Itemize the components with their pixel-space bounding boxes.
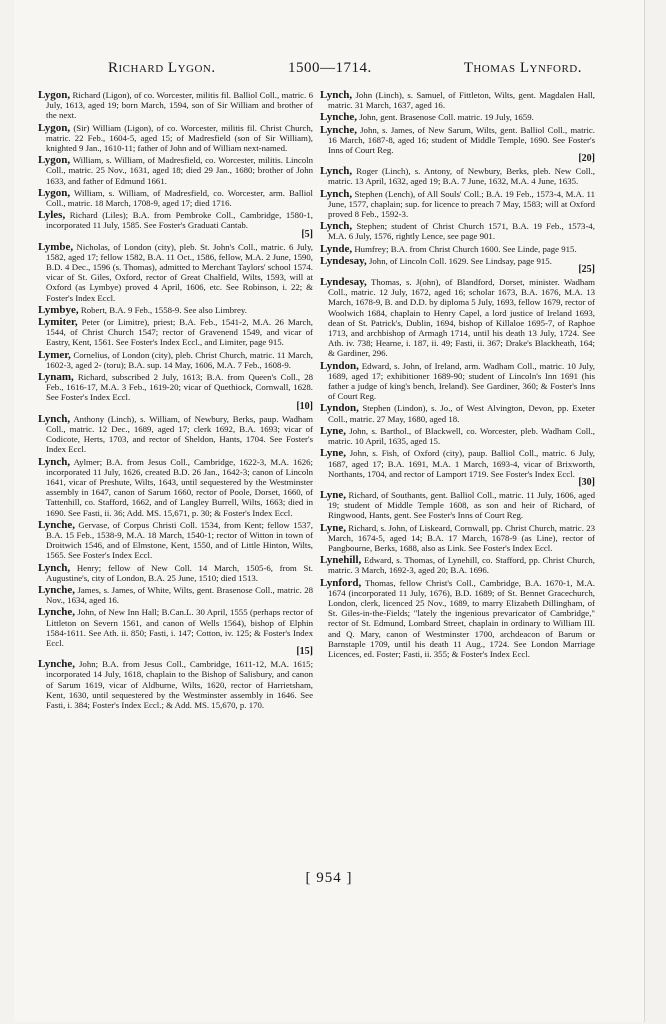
entry-surname: Lynche, — [320, 123, 357, 136]
entry-text: Anthony (Linch), s. William, of Newbury, Berks, paup. Wadham Coll., matric. 12 Dec., 1689, aged 17; clerk 1692, B.A. 1693; vicar of Codicote, Herts, 1703, and rector of Sheldon, Hants, 1704. See Foster's Index Eccl. — [46, 413, 313, 455]
line-number-marker: [5] — [301, 228, 313, 240]
entry-surname: Lyndon, — [320, 402, 359, 415]
book-page — [14, 0, 645, 1022]
entry-text: William, s. William, of Madresfield, co. Worcester, militis. Lincoln Coll., matric. 25 Nov., 1631, aged 18; died 29 Jan., 1680; brother of John 1633, and father of Edmund 1661. — [46, 155, 313, 186]
entry-surname: Lynche, — [38, 518, 75, 531]
entry-surname: Lynche, — [38, 658, 75, 671]
register-entry — [38, 305, 313, 315]
register-entry — [38, 563, 313, 583]
left-column — [38, 90, 313, 890]
entry-surname: Lynch, — [320, 187, 353, 200]
entry-text: John, s. Fish, of Oxford (city), paup. Balliol Coll., matric. 6 July, 1687, aged 17; B.A. 1691, M.A. 1 March, 1693-4, vicar of Brixworth, Northants, 1704, and rector of Lamport 1719. See Foster's Index Eccl. — [328, 448, 595, 479]
register-entry — [320, 448, 595, 488]
register-entry — [320, 578, 595, 660]
entry-text: Roger (Linch), s. Antony, of Newbury, Berks, pleb. New Coll., matric. 13 April, 1632, aged 19; B.A. 7 June, 1632, M.A. 4 June, 1635. — [328, 166, 595, 187]
entry-surname: Lyne, — [320, 521, 346, 534]
register-entry — [38, 90, 313, 121]
entry-surname: Lyndesay, — [320, 254, 367, 267]
entry-text: Henry; fellow of New Coll. 14 March, 1505-6, from St. Augustine's, city of London, B.A. 25 June, 1510; died 1513. — [46, 562, 313, 583]
register-entry — [320, 189, 595, 220]
entry-surname: Lynch, — [38, 455, 71, 468]
entry-text: Edward, s. John, of Ireland, arm. Wadham Coll., matric. 10 July, 1689, aged 17; exhibitioner 1689-90; student of Lincoln's Inn 1691 (his father a judge of king's bench, Ireland). See Gardiner, 360; & Foster's Inns of Court Reg. — [328, 360, 595, 402]
register-entry — [320, 166, 595, 186]
register-entry — [320, 112, 595, 122]
register-entry — [38, 414, 313, 455]
register-entry — [320, 256, 595, 275]
entry-text: Richard, of Southants, gent. Balliol Coll., matric. 11 July, 1606, aged 19; student of Middle Temple 1608, as son and heir of Richard, of Ringwood, Hants, gent. See Foster's Inns of Court Reg. — [328, 489, 595, 521]
entry-text: John; B.A. from Jesus Coll., Cambridge, 1611-12, M.A. 1615; incorporated 14 July, 1618, chaplain to the Bishop of Salisbury, and canon of Sarum 1619, vicar of Aldburne, Wilts, 1620, rector of Harrietsham, Kent, 1630, until sequestered by the Westminster assembly in 1646. See Fasti, i. 384; Foster's Index Eccl.; & Add. MS. 15,670, p. 170. — [46, 659, 313, 710]
register-entry — [38, 155, 313, 186]
entry-text: John, of Lincoln Coll. 1629. See Lindsay, page 915. — [368, 255, 552, 266]
header-left: Richard Lygon. — [108, 60, 216, 76]
entry-surname: Lymiter, — [38, 316, 78, 329]
entry-text: Richard, s. John, of Liskeard, Cornwall, pp. Christ Church, matric. 23 March, 1674-5, aged 14; B.A. 17 March, 1678-9 (as Line), rector of Pangbourne, Berks, 1688, also as Link. See Foster's Index Eccl. — [328, 522, 595, 553]
entry-text: Stephen; student of Christ Church 1571, B.A. 19 Feb., 1573-4, M.A. 6 July, 1576, rightly Lence, see page 901. — [328, 221, 595, 242]
entry-surname: Lynch, — [38, 561, 71, 574]
entry-text: William, s. William, of Madresfield, co. Worcester, arm. Balliol Coll., matric. 18 March, 1708-9, aged 17; died 1716. — [46, 187, 313, 209]
entry-text: John (Linch), s. Samuel, of Fittleton, Wilts, gent. Magdalen Hall, matric. 31 March, 1637, aged 16. — [328, 90, 595, 111]
entry-surname: Lygon, — [38, 121, 71, 134]
header-date-range: 1500—1714. — [288, 60, 372, 76]
register-entry — [38, 242, 313, 303]
register-entry — [38, 520, 313, 561]
register-entry — [320, 555, 595, 575]
entry-text: Cornelius, of London (city), pleb. Christ Church, matric. 11 March, 1602-3, aged 2- (toru); B.A. sup. 14 May, 1606, M.A. 7 Feb., 1608-9. — [46, 349, 313, 370]
register-entry — [38, 457, 313, 518]
entry-surname: Lynche, — [38, 606, 75, 619]
entry-surname: Lyne, — [320, 424, 346, 437]
entry-text: Aylmer; B.A. from Jesus Coll., Cambridge, 1622-3, M.A. 1626; incorporated 11 July, 1626, created B.D. 26 Jan., 1642-3; canon of Lincoln 1641, vicar of Preshute, Wilts, 1643, until sequestered by the Westminster assembly in 1647, canon of Sarum 1660, rector of Poole, Dorset, 1660, of Tattenhill, co. Stafford, 1662, and of Langley Burrell, Wilts, 1663; died in 1690. See Fasti, ii. 36; Add. MS. 15,671, p. 30; & Foster's Index Eccl. — [46, 456, 313, 518]
entry-text: Robert, B.A. 9 Feb., 1558-9. See also Limbrey. — [80, 304, 247, 315]
register-entry — [320, 244, 595, 254]
entry-surname: Lygon, — [38, 186, 71, 199]
entry-text: Thomas, fellow Christ's Coll., Cambridge, B.A. 1670-1, M.A. 1674 (incorporated 11 July, 1676), B.D. 1689; of St. Bennet Gracechurch, London, clerk, licenced 25 Nov., 1689, to marry Elizabeth Dillingham, of St. Giles-in-the-Fields; "lately the ingenious prevaricator of Cambridge," rector of St. Edmund, Lombard Street, chaplain in ordinary to William III. and Q. Mary, canon of Westminster 1700, archdeacon of Barum or Barnstaple 1709, until his death 11 Aug., 1724. See London Marriage Licences, ed. Foster; Fasti, ii. 355; & Foster's Index Eccl. — [328, 577, 595, 659]
entry-surname: Lynam, — [38, 371, 74, 384]
entry-surname: Lymbye, — [38, 303, 79, 316]
entry-text: Edward, s. Thomas, of Lynehill, co. Stafford, pp. Christ Church, matric. 3 March, 1692-3, aged 20; B.A. 1696. — [328, 555, 595, 576]
line-number-marker: [10] — [296, 400, 313, 412]
register-entry — [38, 188, 313, 208]
entry-text: James, s. James, of White, Wilts, gent. Brasenose Coll., matric. 28 Nov., 1634, aged 16. — [46, 584, 313, 606]
register-entry — [38, 350, 313, 370]
entry-surname: Lymbe, — [38, 240, 74, 253]
register-entry — [320, 490, 595, 521]
line-number-marker: [15] — [296, 646, 313, 658]
register-entry — [38, 659, 313, 710]
right-column — [320, 90, 595, 890]
register-entry — [320, 403, 595, 423]
register-entry — [320, 426, 595, 446]
entry-surname: Lynford, — [320, 576, 362, 589]
register-entry — [38, 123, 313, 154]
entry-text: John, s. James, of New Sarum, Wilts, gent. Balliol Coll., matric. 16 March, 1687-8, aged 16; student of Middle Temple, 1690. See Foster's Inns of Court Reg. — [328, 124, 595, 156]
entry-surname: Lynde, — [320, 242, 353, 255]
entry-surname: Lynehill, — [320, 554, 362, 567]
entry-surname: Lyndon, — [320, 359, 359, 372]
entry-surname: Lynche, — [38, 583, 75, 596]
entry-surname: Lynch, — [320, 90, 353, 101]
entry-surname: Lynch, — [320, 165, 353, 178]
register-entry — [320, 221, 595, 241]
register-entry — [320, 277, 595, 359]
register-entry — [320, 90, 595, 110]
entry-text: Humfrey; B.A. from Christ Church 1600. See Linde, page 915. — [354, 243, 577, 254]
running-header — [36, 60, 632, 84]
entry-surname: Lynch, — [320, 220, 353, 233]
register-entry — [38, 317, 313, 348]
header-right: Thomas Lynford. — [463, 60, 582, 76]
entry-text: Richard (Ligon), of co. Worcester, militis fil. Balliol Coll., matric. 6 July, 1613, aged 19; born March, 1594, son of Sir William and brother of the next. — [46, 90, 313, 121]
entry-text: Peter (or Limitre), priest; B.A. Feb., 1541-2, M.A. 26 March, 1544, of Christ Church 1547; rector of Gravenend 1549, and vicar of Eastry, Kent, 1561. See Foster's Index Eccl., and Limiter, page 915. — [46, 317, 313, 348]
entry-surname: Lymer, — [38, 348, 71, 361]
entry-text: John, s. Barthol., of Blackwell, co. Worcester, pleb. Wadham Coll., matric. 10 April, 1635, aged 15. — [328, 425, 595, 447]
entry-text: Stephen (Lench), of All Souls' Coll.; B.A. 19 Feb., 1573-4, M.A. 11 June, 1577, chaplain; sup. for licence to preach 7 May, 1583; will at Oxford proved 8 Feb., 1592-3. — [328, 188, 595, 220]
entry-text: Richard (Liles); B.A. from Pembroke Coll., Cambridge, 1580-1, incorporated 11 July, 1585. See Foster's Graduati Cantab. — [46, 210, 313, 231]
entry-surname: Lyles, — [38, 209, 66, 222]
entry-text: Thomas, s. J(ohn), of Blandford, Dorset, minister. Wadham Coll., matric. 12 July, 1672, aged 16; scholar 1673, B.A. 1676, M.A. 13 March, 1678-9, B. and D.D. by diploma 5 July, 1693, fellow 1679, rector of Woolwich 1684, chaplain to Henry Capel, a lord justice of Ireland 1693, dean of St. Patrick's, Dublin, 1694, bishop of Killaloe 1695-7, of Raphoe 1713, and archbishop of Armagh 1714, until his death 13 July, 1724. See Ath. iv. 738; Hearne, i. 187, ii. 49; Fasti, ii. 367; Drake's Blackheath, 164; & Gardiner, 296. — [328, 277, 595, 359]
entry-text: Richard, subscribed 2 July, 1613; B.A. from Queen's Coll., 28 Feb., 1616-17, M.A. 3 Feb., 1619-20; vicar of Quethiock, Cornwall, 1628. See Foster's Index Eccl. — [46, 372, 313, 403]
register-entry — [320, 125, 595, 165]
entry-surname: Lygon, — [38, 154, 71, 167]
line-number-marker: [20] — [578, 153, 595, 165]
entry-surname: Lyndesay, — [320, 276, 367, 289]
register-entry — [38, 607, 313, 657]
register-entry — [38, 210, 313, 239]
entry-surname: Lynch, — [38, 412, 71, 425]
entry-text: (Sir) William (Ligon), of co. Worcester, militis fil. Christ Church, matric. 22 Feb., 1604-5, aged 15; of Madresfield (son of Sir William), knighted 9 Jan., 1610-11; father of John and of William next-named. — [46, 122, 313, 154]
register-entry — [320, 523, 595, 554]
entry-text: John, of New Inn Hall; B.Can.L. 30 April, 1555 (perhaps rector of Littleton on Severn 1561, and canon of Wells 1564), bishop of Elphin 1584-1611. See Ath. ii. 850; Fasti, i. 147; Cotton, iv. 125; & Foster's Index Eccl. — [46, 607, 313, 648]
entry-surname: Lygon, — [38, 90, 71, 101]
entry-surname: Lyne, — [320, 447, 346, 460]
register-entry — [38, 585, 313, 605]
register-entry — [320, 361, 595, 402]
register-entry — [38, 372, 313, 412]
entry-surname: Lyne, — [320, 488, 346, 501]
entry-text: Gervase, of Corpus Christi Coll. 1534, from Kent; fellow 1537, B.A. 15 Feb., 1538-9, M.A. 18 March, 1540-1; rector of Witton in town of Droitwich 1546, and of Elmstone, Kent, 1550, and of Little Hinton, Wilts, 1565. See Foster's Index Eccl. — [46, 519, 313, 561]
line-number-marker: [30] — [578, 476, 595, 488]
entry-surname: Lynche, — [320, 111, 357, 124]
entry-text: Stephen (Lindon), s. Jo., of West Alvington, Devon, pp. Exeter Coll., matric. 27 May, 1680, aged 18. — [328, 403, 595, 424]
page-number: [ 954 ] — [305, 870, 353, 886]
entry-text: Nicholas, of London (city), pleb. St. John's Coll., matric. 6 July, 1582, aged 17; fellow 1582, B.A. 11 Oct., 1586, fellow, M.A. 2 June, 1590, B.D. 4 Dec., 1596 (s. Thomas), admitted to Merchant Taylors' school 1574. vicar of St. Giles, Oxford, rector of Great Chalfield, Wilts, 1593, will at Oxford (as Lymbye) proved 4 April, 1606, etc. See Robinson, i. 22; & Foster's Index Eccl. — [46, 241, 313, 303]
line-number-marker: [25] — [578, 264, 595, 276]
entry-text: John, gent. Brasenose Coll. matric. 19 July, 1659. — [359, 112, 534, 123]
